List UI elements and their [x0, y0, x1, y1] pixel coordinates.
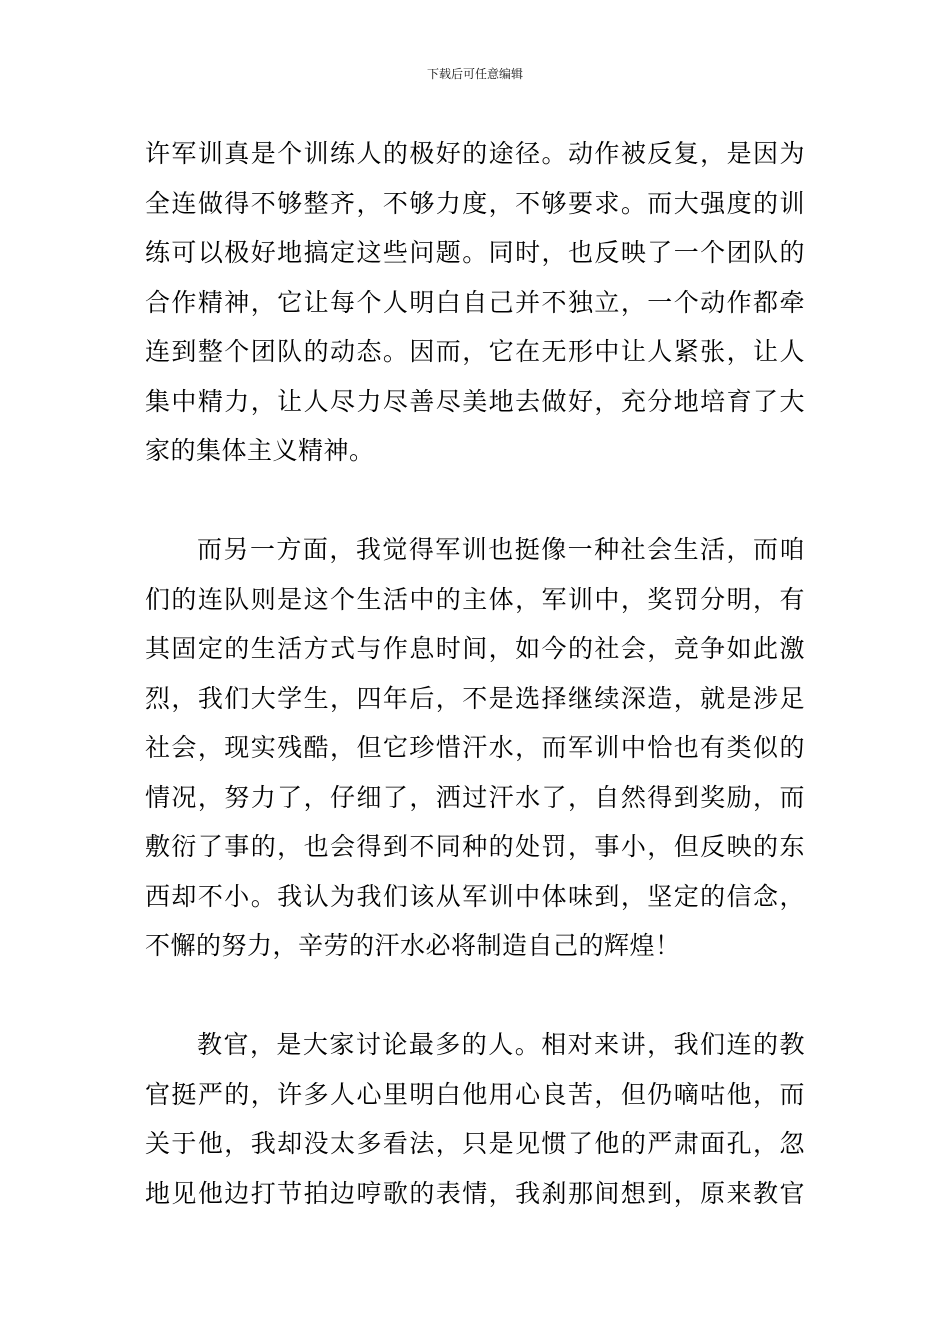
document-body	[145, 129, 805, 1218]
text-line: 情况，努力了，仔细了，洒过汗水了，自然得到奖励，而	[145, 782, 805, 812]
text-line: 全连做得不够整齐，不够力度，不够要求。而大强度的训	[145, 188, 805, 218]
text-line: 烈，我们大学生，四年后，不是选择继续深造，就是涉足	[145, 683, 805, 713]
text-line: 地见他边打节拍边哼歌的表情，我刹那间想到，原来教官	[145, 1178, 805, 1208]
text-line: 而另一方面，我觉得军训也挺像一种社会生活，而咱	[197, 535, 805, 564]
paragraph-gap	[145, 476, 805, 526]
paragraph	[145, 129, 805, 476]
text-line: 其固定的生活方式与作息时间，如今的社会，竞争如此激	[145, 634, 805, 663]
text-line: 不懈的努力，辛劳的汗水必将制造自己的辉煌！	[145, 931, 681, 960]
text-line: 敷衍了事的，也会得到不同种的处罚，事小，但反映的东	[145, 832, 805, 861]
text-line: 教官，是大家讨论最多的人。相对来讲，我们连的教	[197, 1030, 805, 1059]
page-header: 下载后可任意编辑	[426, 67, 523, 81]
paragraph	[145, 1020, 805, 1218]
text-line: 连到整个团队的动态。因而，它在无形中让人紧张，让人	[145, 337, 805, 366]
text-line: 关于他，我却没太多看法，只是见惯了他的严肃面孔，忽	[145, 1129, 805, 1158]
text-line: 家的集体主义精神。	[145, 436, 375, 465]
text-line: 们的连队则是这个生活中的主体，军训中，奖罚分明，有	[145, 584, 805, 614]
paragraph	[145, 525, 805, 971]
text-line: 合作精神，它让每个人明白自己并不独立，一个动作都牵	[145, 287, 805, 317]
text-line: 官挺严的，许多人心里明白他用心良苦，但仍嘀咕他，而	[145, 1079, 805, 1109]
text-line: 西却不小。我认为我们该从军训中体味到，坚定的信念，	[145, 881, 805, 911]
text-line: 集中精力，让人尽力尽善尽美地去做好，充分地培育了大	[145, 386, 805, 416]
text-line: 练可以极好地搞定这些问题。同时，也反映了一个团队的	[145, 238, 805, 267]
text-line: 社会，现实残酷，但它珍惜汗水，而军训中恰也有类似的	[145, 733, 805, 762]
paragraph-gap	[145, 971, 805, 1021]
text-line: 许军训真是个训练人的极好的途径。动作被反复，是因为	[145, 139, 805, 168]
